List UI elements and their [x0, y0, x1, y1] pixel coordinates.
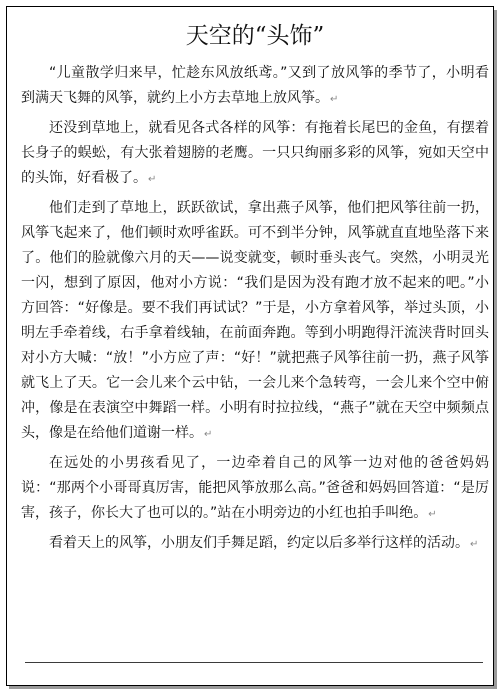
paragraph-text: “儿童散学归来早，忙趁东风放纸鸢。”又到了放风筝的季节了，小明看到满天飞舞的风筝，就约上小方去草地上放风筝。: [21, 65, 489, 106]
paragraph-1: [21, 61, 489, 112]
paragraph-text: 还没到草地上，就看见各式各样的风筝：有拖着长尾巴的金鱼，有摆着长身子的蜈蚣，有大张着翅膀的老鹰。一只只绚丽多彩的风筝，宛如天空中的头饰，好看极了。: [21, 120, 489, 186]
paragraph-mark-icon: ↵: [204, 429, 213, 440]
page-frame: [6, 6, 494, 686]
paragraph-text: 他们走到了草地上，跃跃欲试，拿出燕子风筝，他们把风筝往前一扔，风筝飞起来了，他们顿时欢呼雀跃。可不到半分钟，风筝就直直地坠落下来了。他们的脸就像六月的天——说变就变，顿时垂头丧气。突然，小明灵光一闪，想到了原因，他对小方说：“我们是因为没有跑才放不起来的吧。”小方回答：“好像是。要不我们再试试？”于是，小方拿着风筝，举过头顶，小明左手牵着线，右手拿着线轴，在前面奔跑。等到小明跑得汗流浃背时回头对小方大喊：“放！”小方应了声：“好！”就把燕子风筝往前一扔，燕子风筝就飞上了天。它一会儿来个云中钻，一会儿来个急转弯，一会儿来个空中俯冲，像是在表演空中舞蹈一样。小明有时拉拉线，“燕子”就在天空中频频点头，像是在给他们道谢一样。: [21, 200, 489, 441]
page-bottom-rule: [25, 662, 483, 663]
paragraph-5: [21, 531, 489, 557]
paragraph-4: [21, 451, 489, 527]
document-page: [21, 17, 489, 685]
paragraph-text: 在远处的小男孩看见了，一边牵着自己的风筝一边对他的爸爸妈妈说：“那两个小哥哥真厉害，能把风筝放那么高。”爸爸和妈妈回答道：“是厉害，孩子，你长大了也可以的。”站在小明旁边的小红也拍手叫绝。: [21, 455, 489, 521]
paragraph-mark-icon: ↵: [470, 539, 479, 550]
page-title: 天空的“头饰”: [185, 23, 325, 49]
paragraph-mark-icon: ↵: [148, 174, 157, 185]
paragraph-mark-icon: ↵: [330, 94, 339, 105]
paragraph-text: 看着天上的风筝，小朋友们手舞足蹈，约定以后多举行这样的活动。: [49, 535, 469, 551]
paragraph-3: [21, 196, 489, 447]
paragraph-mark-icon: ↵: [428, 509, 437, 520]
paragraph-2: [21, 116, 489, 192]
